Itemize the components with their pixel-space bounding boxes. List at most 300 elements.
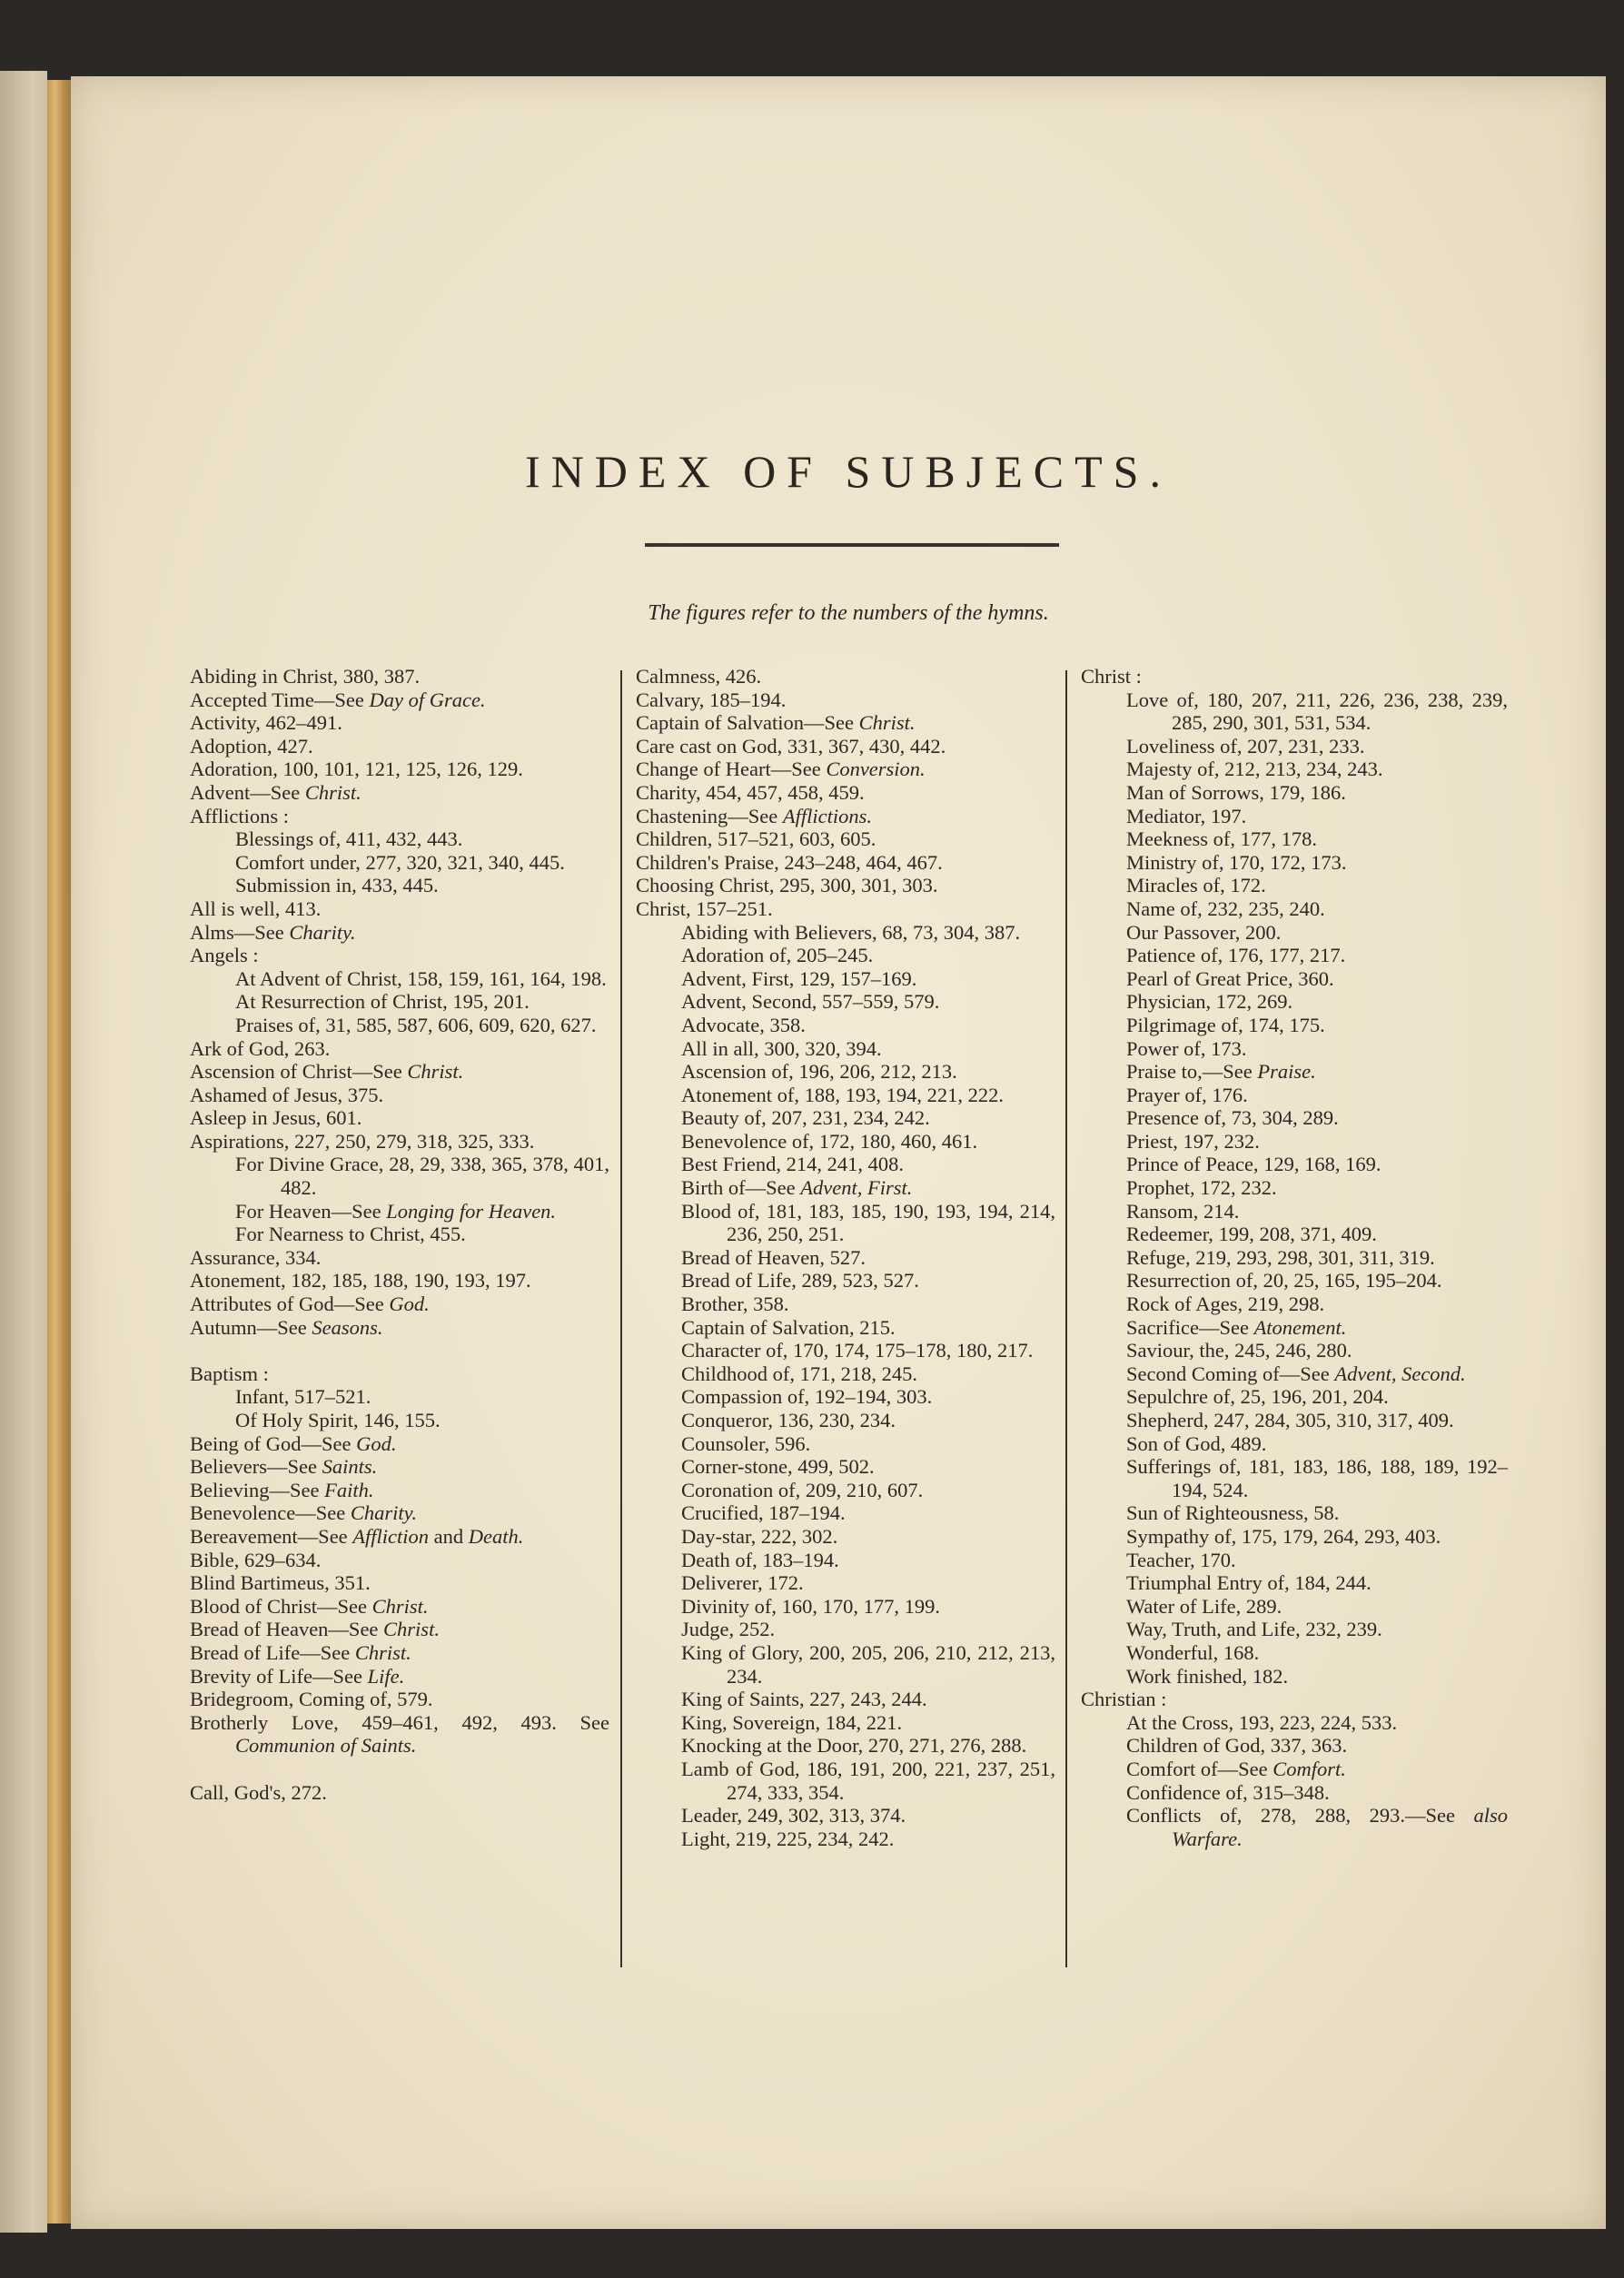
entry-text: Bread of Heaven—See — [190, 1618, 384, 1641]
index-subentry — [636, 1385, 1055, 1409]
entry-cross-reference: Communion of Saints. — [235, 1734, 417, 1758]
entry-text: Autumn—See — [190, 1315, 312, 1339]
index-column-2 — [636, 665, 1055, 1850]
entry-text: Sympathy of, 175, 179, 264, 293, 403. — [1126, 1524, 1441, 1548]
entry-text: Being of God—See — [190, 1431, 357, 1455]
entry-text: Love of, 180, 207, 211, 226, 236, 238, 239, 285, 290, 301, 531, 534. — [1126, 688, 1508, 735]
index-entry — [190, 735, 609, 758]
entry-text: Rock of Ages, 219, 298. — [1126, 1293, 1325, 1316]
entry-text: Knocking at the Door, 270, 271, 276, 288. — [681, 1734, 1027, 1758]
entry-cross-reference: Saints. — [322, 1455, 378, 1479]
entry-text: Loveliness of, 207, 231, 233. — [1126, 734, 1365, 758]
entry-text: Teacher, 170. — [1126, 1548, 1236, 1571]
entry-text: Bridegroom, Coming of, 579. — [190, 1688, 433, 1711]
entry-cross-reference: Christ. — [354, 1640, 411, 1664]
entry-text: Activity, 462–491. — [190, 711, 342, 735]
index-subentry — [636, 1734, 1055, 1758]
entry-text: Christian : — [1081, 1688, 1167, 1711]
index-subentry — [1081, 1339, 1508, 1362]
index-subentry — [636, 1037, 1055, 1061]
entry-cross-reference: Christ. — [383, 1618, 440, 1641]
index-entry — [190, 665, 609, 688]
index-subentry — [636, 1525, 1055, 1549]
index-subentry — [636, 1432, 1055, 1456]
entry-text: Pilgrimage of, 174, 175. — [1126, 1013, 1325, 1036]
entry-text: Alms—See — [190, 920, 290, 944]
index-entry — [190, 1106, 609, 1130]
entry-text: Prophet, 172, 232. — [1126, 1176, 1277, 1200]
index-subentry — [636, 1106, 1055, 1130]
index-subentry — [1081, 735, 1508, 758]
title-rule — [645, 543, 1059, 547]
entry-text: Redeemer, 199, 208, 371, 409. — [1126, 1223, 1377, 1246]
index-subentry — [636, 1362, 1055, 1386]
entry-text: Confidence of, 315–348. — [1126, 1780, 1330, 1804]
index-entry — [190, 1571, 609, 1595]
entry-cross-reference: Christ. — [371, 1594, 429, 1618]
index-entry — [190, 758, 609, 781]
entry-text: Childhood of, 171, 218, 245. — [681, 1362, 918, 1385]
entry-text: Work finished, 182. — [1126, 1664, 1289, 1688]
index-subentry — [636, 1246, 1055, 1270]
entry-text: Corner-stone, 499, 502. — [681, 1455, 875, 1479]
entry-cross-reference: Advent, First. — [800, 1176, 913, 1200]
entry-text: Adoption, 427. — [190, 734, 313, 758]
index-subentry — [636, 1804, 1055, 1827]
entry-text: Angels : — [190, 944, 259, 967]
entry-cross-reference: Atonement. — [1253, 1315, 1347, 1339]
entry-text: All is well, 413. — [190, 896, 322, 920]
index-subentry — [1081, 897, 1508, 921]
entry-text: Bereavement—See — [190, 1524, 353, 1548]
entry-text: Attributes of God—See — [190, 1293, 390, 1316]
index-subentry — [636, 1130, 1055, 1154]
index-subentry — [190, 874, 609, 897]
entry-text: Believing—See — [190, 1478, 325, 1501]
entry-text: Ministry of, 170, 172, 173. — [1126, 850, 1347, 874]
entry-text: Captain of Salvation, 215. — [681, 1315, 896, 1339]
entry-text: Assurance, 334. — [190, 1245, 322, 1269]
index-subentry — [1081, 921, 1508, 945]
entry-cross-reference: Christ. — [858, 711, 916, 735]
entry-text: Benevolence—See — [190, 1501, 351, 1525]
index-subentry — [636, 1176, 1055, 1200]
entry-text: Chastening—See — [636, 804, 783, 827]
index-subentry — [636, 1641, 1055, 1688]
entry-text: Baptism : — [190, 1362, 269, 1385]
index-subentry — [1081, 1316, 1508, 1340]
index-entry — [190, 897, 609, 921]
index-subentry — [1081, 1432, 1508, 1456]
index-subentry — [1081, 1641, 1508, 1665]
index-entry — [190, 1665, 609, 1689]
entry-text: Brother, 358. — [681, 1293, 789, 1316]
index-entry — [190, 1432, 609, 1456]
index-subentry — [636, 921, 1055, 945]
entry-text: Comfort of—See — [1126, 1757, 1273, 1780]
entry-text: Charity, 454, 457, 458, 459. — [636, 780, 865, 804]
entry-text: Compassion of, 192–194, 303. — [681, 1385, 933, 1409]
index-subentry — [636, 1339, 1055, 1362]
index-entry — [636, 688, 1055, 712]
entry-text: Praises of, 31, 585, 587, 606, 609, 620, 627. — [235, 1013, 597, 1036]
entry-text: Children, 517–521, 603, 605. — [636, 827, 876, 851]
index-subentry — [636, 1200, 1055, 1246]
entry-gap — [190, 1339, 609, 1362]
entry-text: Bread of Life, 289, 523, 527. — [681, 1269, 919, 1293]
index-subentry — [1081, 1549, 1508, 1572]
entry-text: Brotherly Love, 459–461, 492, 493. See — [190, 1710, 609, 1734]
index-subentry — [636, 1316, 1055, 1340]
entry-cross-reference: Affliction — [352, 1524, 430, 1548]
entry-text: Sun of Righteousness, 58. — [1126, 1501, 1340, 1525]
index-subentry — [1081, 1665, 1508, 1689]
entry-text: Resurrection of, 20, 25, 165, 195–204. — [1126, 1269, 1442, 1293]
entry-text: Ark of God, 263. — [190, 1036, 331, 1060]
index-subentry — [636, 1758, 1055, 1804]
previous-page-edge — [0, 71, 47, 2233]
entry-text: Best Friend, 214, 241, 408. — [681, 1153, 904, 1176]
entry-text: Physician, 172, 269. — [1126, 990, 1293, 1014]
entry-text: Shepherd, 247, 284, 305, 310, 317, 409. — [1126, 1409, 1454, 1431]
entry-text: Leader, 249, 302, 313, 374. — [681, 1804, 906, 1827]
index-entry — [190, 1688, 609, 1711]
entry-cross-reference: Day of Grace. — [369, 688, 486, 711]
index-column-3 — [1081, 665, 1508, 1850]
entry-cross-reference: Death. — [468, 1524, 524, 1548]
index-subentry — [636, 1479, 1055, 1502]
entry-text: Our Passover, 200. — [1126, 920, 1282, 944]
index-entry — [636, 665, 1055, 688]
index-subentry — [636, 1455, 1055, 1479]
index-entry — [190, 1084, 609, 1107]
entry-text: Of Holy Spirit, 146, 155. — [235, 1409, 441, 1431]
index-subentry — [1081, 1409, 1508, 1432]
index-subentry — [1081, 1385, 1508, 1409]
index-subentry — [636, 1711, 1055, 1735]
entry-text: Benevolence of, 172, 180, 460, 461. — [681, 1129, 978, 1153]
page-subtitle: The figures refer to the numbers of the hymns. — [648, 601, 1049, 625]
index-subentry — [1081, 1153, 1508, 1176]
entry-text: Beauty of, 207, 231, 234, 242. — [681, 1106, 930, 1130]
index-entry — [190, 1060, 609, 1084]
entry-text: Captain of Salvation—See — [636, 711, 859, 735]
index-column-1 — [190, 665, 609, 1804]
binding-edge — [47, 80, 71, 2224]
index-entry — [190, 1711, 609, 1758]
entry-text: Son of God, 489. — [1126, 1431, 1267, 1455]
index-entry — [190, 1479, 609, 1502]
entry-text: Mediator, 197. — [1126, 804, 1247, 827]
entry-text: Christ : — [1081, 665, 1142, 688]
index-subentry — [1081, 990, 1508, 1014]
entry-text: Calvary, 185–194. — [636, 688, 787, 711]
entry-text: Priest, 197, 232. — [1126, 1129, 1260, 1153]
index-subentry — [636, 990, 1055, 1014]
entry-cross-reference: Life. — [367, 1664, 405, 1688]
entry-text: and — [429, 1524, 469, 1548]
entry-text: At Advent of Christ, 158, 159, 161, 164, 198. — [235, 966, 607, 990]
index-subentry — [636, 1153, 1055, 1176]
entry-text: Calmness, 426. — [636, 665, 762, 688]
entry-text: Saviour, the, 245, 246, 280. — [1126, 1339, 1352, 1362]
index-subentry — [1081, 944, 1508, 967]
entry-text: Conflicts of, 278, 288, 293.—See — [1126, 1804, 1474, 1827]
index-entry — [190, 1641, 609, 1665]
entry-text: Light, 219, 225, 234, 242. — [681, 1827, 895, 1850]
index-subentry — [1081, 967, 1508, 991]
index-entry — [636, 711, 1055, 735]
entry-text: Aspirations, 227, 250, 279, 318, 325, 333. — [190, 1129, 535, 1153]
entry-cross-reference: Conversion. — [826, 758, 926, 781]
index-entry — [636, 897, 1055, 921]
entry-text: Ashamed of Jesus, 375. — [190, 1083, 384, 1106]
entry-cross-reference: Charity. — [350, 1501, 417, 1525]
index-subentry — [1081, 1711, 1508, 1735]
index-entry — [190, 944, 609, 967]
index-entry — [190, 1595, 609, 1619]
entry-text: Advent—See — [190, 780, 305, 804]
entry-cross-reference: also Warfare. — [1172, 1804, 1508, 1850]
entry-text: For Heaven—See — [235, 1199, 387, 1223]
entry-cross-reference: Christ. — [407, 1060, 464, 1084]
entry-text: Brevity of Life—See — [190, 1664, 368, 1688]
column-divider — [620, 670, 622, 1967]
entry-cross-reference: Afflictions. — [782, 804, 872, 827]
index-subentry — [1081, 1734, 1508, 1758]
entry-text: Adoration of, 205–245. — [681, 944, 874, 967]
index-subentry — [1081, 1618, 1508, 1641]
entry-text: Christ, 157–251. — [636, 896, 773, 920]
entry-text: King of Glory, 200, 205, 206, 210, 212, 213, 234. — [681, 1640, 1055, 1688]
entry-text: Blood of, 181, 183, 185, 190, 193, 194, 214, 236, 250, 251. — [681, 1199, 1055, 1246]
entry-text: Power of, 173. — [1126, 1036, 1247, 1060]
entry-text: Miracles of, 172. — [1126, 874, 1266, 897]
entry-cross-reference: Christ. — [304, 780, 361, 804]
index-subentry — [1081, 1362, 1508, 1386]
index-subentry — [636, 944, 1055, 967]
entry-text: Call, God's, 272. — [190, 1780, 327, 1804]
index-subentry — [636, 1571, 1055, 1595]
index-entry — [636, 874, 1055, 897]
index-subentry — [1081, 1269, 1508, 1293]
index-subentry — [636, 1549, 1055, 1572]
entry-text: Conqueror, 136, 230, 234. — [681, 1409, 896, 1431]
entry-text: Abiding in Christ, 380, 387. — [190, 665, 421, 688]
entry-text: Ransom, 214. — [1126, 1199, 1240, 1223]
index-entry — [190, 1293, 609, 1316]
index-subentry — [190, 1223, 609, 1246]
index-subentry — [190, 851, 609, 875]
entry-cross-reference: Advent, Second. — [1334, 1362, 1466, 1385]
index-subentry — [1081, 758, 1508, 781]
entry-text: Coronation of, 209, 210, 607. — [681, 1478, 924, 1501]
entry-text: Meekness of, 177, 178. — [1126, 827, 1317, 851]
entry-text: Lamb of God, 186, 191, 200, 221, 237, 251, 274, 333, 354. — [681, 1757, 1055, 1804]
entry-text: Wonderful, 168. — [1126, 1640, 1260, 1664]
entry-text: Prayer of, 176. — [1126, 1083, 1248, 1106]
entry-text: Judge, 252. — [681, 1618, 776, 1641]
entry-text: At the Cross, 193, 223, 224, 533. — [1126, 1710, 1398, 1734]
entry-text: Pearl of Great Price, 360. — [1126, 966, 1334, 990]
index-subentry — [636, 1595, 1055, 1619]
index-subentry — [636, 1688, 1055, 1711]
entry-text: Divinity of, 160, 170, 177, 199. — [681, 1594, 940, 1618]
index-subentry — [190, 1153, 609, 1199]
index-subentry — [636, 1827, 1055, 1851]
index-subentry — [1081, 1200, 1508, 1223]
entry-text: Abiding with Believers, 68, 73, 304, 387. — [681, 920, 1021, 944]
index-entry — [190, 1781, 609, 1805]
index-entry — [190, 1037, 609, 1061]
index-entry — [1081, 665, 1508, 688]
index-entry — [190, 1501, 609, 1525]
index-subentry — [190, 967, 609, 991]
index-entry — [190, 1525, 609, 1549]
index-subentry — [1081, 1246, 1508, 1270]
index-entry — [190, 1549, 609, 1572]
index-entry — [190, 1269, 609, 1293]
entry-text: Atonement, 182, 185, 188, 190, 193, 197. — [190, 1269, 531, 1293]
index-subentry — [1081, 1525, 1508, 1549]
entry-text: King, Sovereign, 184, 221. — [681, 1710, 903, 1734]
entry-cross-reference: God. — [356, 1431, 397, 1455]
entry-text: Ascension of, 196, 206, 212, 213. — [681, 1060, 957, 1084]
entry-cross-reference: Faith. — [324, 1478, 374, 1501]
index-subentry — [636, 1501, 1055, 1525]
index-entry — [190, 781, 609, 805]
entry-text: Crucified, 187–194. — [681, 1501, 846, 1525]
index-subentry — [190, 827, 609, 851]
index-entry — [636, 758, 1055, 781]
index-entry — [190, 1316, 609, 1340]
entry-cross-reference: Praise. — [1257, 1060, 1316, 1084]
index-entry — [190, 1618, 609, 1641]
index-subentry — [1081, 827, 1508, 851]
entry-text: Refuge, 219, 293, 298, 301, 311, 319. — [1126, 1245, 1435, 1269]
index-subentry — [1081, 1084, 1508, 1107]
entry-text: Children's Praise, 243–248, 464, 467. — [636, 850, 943, 874]
index-subentry — [636, 1409, 1055, 1432]
entry-cross-reference: Longing for Heaven. — [386, 1199, 557, 1223]
entry-text: Believers—See — [190, 1455, 322, 1479]
entry-text: Patience of, 176, 177, 217. — [1126, 944, 1346, 967]
entry-cross-reference: God. — [389, 1293, 430, 1316]
index-subentry — [190, 990, 609, 1014]
entry-gap — [190, 1758, 609, 1781]
entry-text: Presence of, 73, 304, 289. — [1126, 1106, 1339, 1130]
index-subentry — [1081, 688, 1508, 735]
entry-text: King of Saints, 227, 243, 244. — [681, 1688, 927, 1711]
entry-text: Second Coming of—See — [1126, 1362, 1335, 1385]
index-subentry — [1081, 1501, 1508, 1525]
entry-text: Asleep in Jesus, 601. — [190, 1106, 362, 1130]
entry-text: Way, Truth, and Life, 232, 239. — [1126, 1618, 1382, 1641]
index-subentry — [1081, 851, 1508, 875]
index-subentry — [1081, 805, 1508, 828]
entry-cross-reference: Seasons. — [312, 1315, 383, 1339]
entry-text: Atonement of, 188, 193, 194, 221, 222. — [681, 1083, 1004, 1106]
index-subentry — [636, 1618, 1055, 1641]
index-entry — [190, 1362, 609, 1386]
entry-text: Man of Sorrows, 179, 186. — [1126, 780, 1346, 804]
index-entry — [190, 805, 609, 828]
entry-text: Advent, Second, 557–559, 579. — [681, 990, 940, 1014]
entry-text: Afflictions : — [190, 804, 289, 827]
entry-text: Blood of Christ—See — [190, 1594, 372, 1618]
entry-text: Day-star, 222, 302. — [681, 1524, 838, 1548]
index-subentry — [1081, 1060, 1508, 1084]
entry-text: Triumphal Entry of, 184, 244. — [1126, 1571, 1371, 1595]
entry-text: Accepted Time—See — [190, 688, 370, 711]
index-subentry — [190, 1200, 609, 1223]
index-entry — [636, 735, 1055, 758]
column-divider — [1065, 670, 1067, 1967]
index-subentry — [1081, 1571, 1508, 1595]
entry-cross-reference: Comfort. — [1272, 1757, 1346, 1780]
index-entry — [636, 827, 1055, 851]
index-subentry — [636, 1293, 1055, 1316]
entry-text: Praise to,—See — [1126, 1060, 1258, 1084]
entry-text: Choosing Christ, 295, 300, 301, 303. — [636, 874, 938, 897]
index-subentry — [1081, 1223, 1508, 1246]
index-subentry — [1081, 1781, 1508, 1805]
index-subentry — [1081, 1293, 1508, 1316]
entry-text: Sepulchre of, 25, 196, 201, 204. — [1126, 1385, 1389, 1409]
entry-text: Birth of—See — [681, 1176, 801, 1200]
index-entry — [190, 1455, 609, 1479]
index-subentry — [1081, 1595, 1508, 1619]
entry-text: Advocate, 358. — [681, 1013, 806, 1036]
entry-text: Name of, 232, 235, 240. — [1126, 896, 1325, 920]
entry-text: Advent, First, 129, 157–169. — [681, 966, 917, 990]
index-entry — [190, 921, 609, 945]
index-entry — [636, 851, 1055, 875]
index-subentry — [636, 1060, 1055, 1084]
entry-text: For Nearness to Christ, 455. — [235, 1223, 466, 1246]
index-subentry — [1081, 1176, 1508, 1200]
entry-text: Majesty of, 212, 213, 234, 243. — [1126, 758, 1383, 781]
entry-text: Prince of Peace, 129, 168, 169. — [1126, 1153, 1381, 1176]
entry-text: All in all, 300, 320, 394. — [681, 1036, 882, 1060]
index-subentry — [636, 967, 1055, 991]
entry-text: Blind Bartimeus, 351. — [190, 1571, 371, 1595]
index-subentry — [1081, 1804, 1508, 1850]
index-subentry — [1081, 1014, 1508, 1037]
index-subentry — [1081, 874, 1508, 897]
index-subentry — [190, 1014, 609, 1037]
entry-text: Ascension of Christ—See — [190, 1060, 408, 1084]
index-subentry — [190, 1409, 609, 1432]
entry-text: Bible, 629–634. — [190, 1548, 322, 1571]
entry-text: Sufferings of, 181, 183, 186, 188, 189, 192–194, 524. — [1126, 1455, 1508, 1501]
entry-text: Blessings of, 411, 432, 443. — [235, 827, 463, 851]
entry-text: Submission in, 433, 445. — [235, 874, 439, 897]
index-entry — [636, 781, 1055, 805]
entry-text: Bread of Heaven, 527. — [681, 1245, 866, 1269]
index-entry — [190, 711, 609, 735]
index-entry — [190, 1130, 609, 1154]
entry-text: For Divine Grace, 28, 29, 338, 365, 378, 401, 482. — [235, 1153, 609, 1200]
index-subentry — [636, 1269, 1055, 1293]
entry-text: Care cast on God, 331, 367, 430, 442. — [636, 734, 946, 758]
entry-text: Counsoler, 596. — [681, 1431, 811, 1455]
entry-text: Adoration, 100, 101, 121, 125, 126, 129. — [190, 758, 523, 781]
entry-text: Children of God, 337, 363. — [1126, 1734, 1348, 1758]
index-subentry — [636, 1084, 1055, 1107]
index-subentry — [1081, 1037, 1508, 1061]
page-title: INDEX OF SUBJECTS. — [525, 446, 1172, 497]
